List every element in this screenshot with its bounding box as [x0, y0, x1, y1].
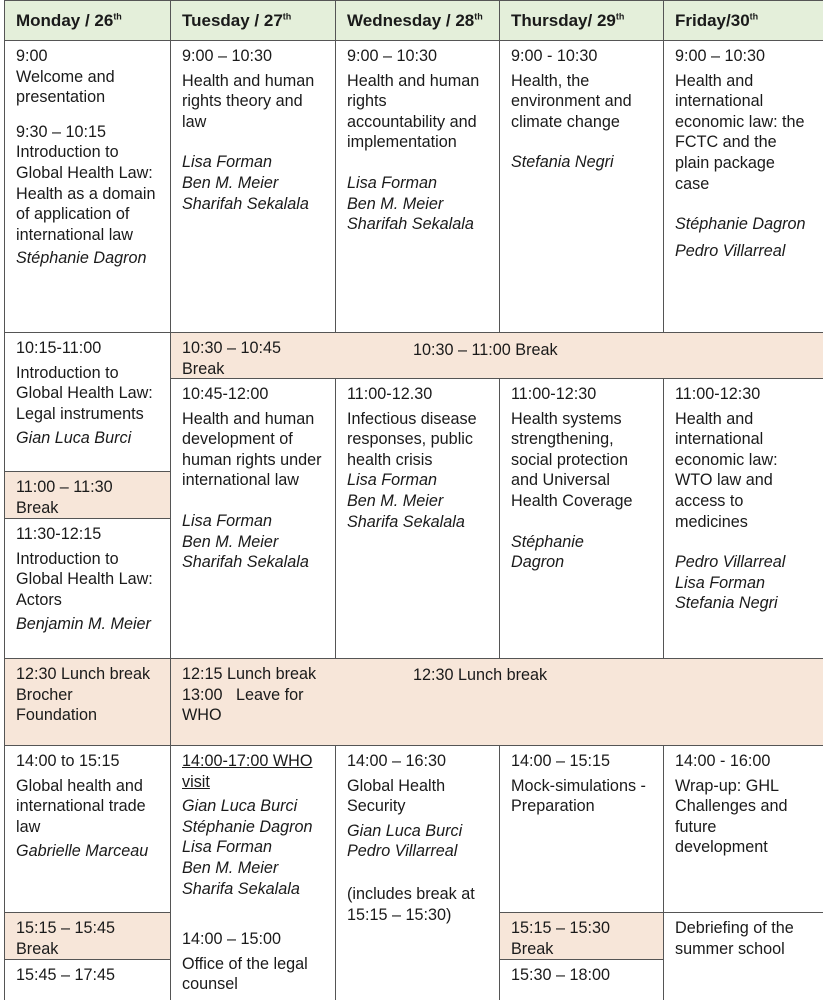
grid-line: [4, 912, 170, 913]
header-friday-label: Friday/30: [675, 11, 750, 30]
header-thursday-sup: th: [615, 11, 625, 22]
wednesday-security-note: (includes break at 15:15 – 15:30): [347, 884, 475, 924]
thursday-late-session: [499, 959, 663, 1000]
monday-legal-speaker: Gian Luca Burci: [16, 429, 132, 448]
tuesday-legal-counsel-time: 14:00 – 15:00: [182, 930, 282, 949]
grid-line: [4, 40, 823, 41]
header-tuesday-sup: th: [282, 11, 292, 22]
thursday-systems-time: 11:00-12:30: [511, 385, 597, 403]
wednesday-morning-speaker: Ben M. Meier: [347, 194, 444, 213]
wednesday-morning-time: 9:00 – 10:30: [347, 47, 438, 65]
tuesday-who-speaker: Sharifa Sekalala: [182, 879, 300, 898]
wednesday-infectious-speaker: Sharifa Sekalala: [347, 512, 465, 531]
thursday-late-time: 15:30 – 18:00: [511, 966, 611, 984]
tuesday-break-label: 10:30 – 10:45 Break: [182, 339, 282, 378]
grid-line: [170, 0, 171, 1000]
wednesday-infectious-title: Infectious disease responses, public health crisis: [347, 409, 477, 469]
header-friday: [663, 0, 823, 40]
grid-line: [4, 518, 170, 519]
wednesday-morning-session: [335, 40, 499, 332]
wednesday-security-session: [335, 745, 499, 1000]
grid-line: [663, 745, 664, 1000]
monday-intro-speaker: Stéphanie Dagron: [16, 249, 147, 268]
monday-break-2-label: 15:15 – 15:45 Break: [16, 919, 116, 958]
thursday-morning-speaker: Stefania Negri: [511, 153, 614, 172]
tuesday-morning-time: 9:00 – 10:30: [182, 47, 273, 65]
monday-actors-session: [4, 518, 170, 658]
grid-line: [4, 332, 823, 333]
grid-line: [4, 658, 823, 659]
friday-morning-speaker: Pedro Villarreal: [675, 241, 786, 260]
grid-line: [4, 0, 823, 1]
tuesday-development-title: Health and human development of human rights under international law: [182, 409, 322, 490]
tuesday-development-speaker: Lisa Forman: [182, 511, 272, 530]
header-thursday-label: Thursday/ 29: [511, 11, 616, 30]
tuesday-legal-counsel-title: Office of the legal counsel: [182, 954, 308, 994]
friday-wto-speaker: Lisa Forman: [675, 573, 765, 592]
monday-morning-session: [4, 40, 170, 332]
thursday-morning-session: [499, 40, 663, 332]
monday-actors-speaker: Benjamin M. Meier: [16, 615, 151, 634]
grid-line: [499, 378, 500, 658]
thursday-mock-time: 14:00 – 15:15: [511, 752, 611, 770]
thursday-mock-session: [499, 745, 663, 912]
tuesday-who-visit-time: 14:00-17:00 WHO visit: [182, 752, 313, 791]
wednesday-morning-speaker: Lisa Forman: [347, 173, 437, 192]
tuesday-development-speaker: Ben M. Meier: [182, 532, 279, 551]
friday-wrapup-time: 14:00 - 16:00: [675, 752, 771, 770]
tuesday-morning-title: Health and human rights theory and law: [182, 71, 315, 131]
tuesday-who-speaker: Stéphanie Dagron: [182, 817, 313, 836]
wednesday-morning-speaker: Sharifah Sekalala: [347, 215, 474, 234]
tuesday-lunch-label: 12:15 Lunch break: [182, 665, 317, 683]
friday-wto-speaker: Stefania Negri: [675, 594, 778, 613]
wednesday-security-speaker: Pedro Villarreal: [347, 842, 458, 861]
friday-morning-speaker: Stéphanie Dagron: [675, 215, 806, 234]
monday-lunch-label: 12:30 Lunch break Brocher Foundation: [16, 665, 151, 725]
thursday-mock-title: Mock-simulations - Preparation: [511, 776, 646, 816]
header-friday-sup: th: [749, 11, 759, 22]
monday-break-2: [4, 912, 170, 959]
monday-intro-time: 9:30 – 10:15: [16, 122, 107, 141]
wed-fri-break-label: 10:30 – 11:00 Break: [413, 341, 558, 359]
grid-line: [4, 471, 170, 472]
grid-line: [4, 0, 5, 1000]
grid-line: [335, 0, 336, 332]
tuesday-break: [170, 332, 335, 378]
friday-wrapup-title: Wrap-up: GHL Challenges and future development: [675, 776, 788, 857]
thursday-systems-speaker: Stéphanie Dagron: [511, 532, 584, 572]
tuesday-lunch: [170, 658, 335, 745]
friday-wrapup-session: [663, 745, 823, 912]
monday-break-1: [4, 471, 170, 518]
monday-welcome-time: 9:00: [16, 47, 48, 65]
grid-line: [499, 959, 663, 960]
tuesday-morning-session: [170, 40, 335, 332]
header-wednesday-label: Wednesday / 28: [347, 11, 475, 30]
wednesday-infectious-speaker: Lisa Forman: [347, 471, 437, 490]
tuesday-leave-label: 13:00 Leave for WHO: [182, 685, 308, 725]
wednesday-infectious-session: [335, 378, 499, 658]
monday-trade-session: [4, 745, 170, 912]
friday-wto-speaker: Pedro Villarreal: [675, 553, 786, 572]
header-thursday: [499, 0, 663, 40]
tuesday-who-speaker: Lisa Forman: [182, 838, 272, 857]
monday-late-session: [4, 959, 170, 1000]
tuesday-morning-speaker: Ben M. Meier: [182, 173, 279, 192]
grid-line: [499, 912, 823, 913]
grid-line: [335, 378, 336, 658]
tuesday-who-speaker: Gian Luca Burci: [182, 797, 298, 816]
tuesday-morning-speaker: Sharifah Sekalala: [182, 194, 309, 213]
friday-wto-time: 11:00-12:30: [675, 385, 761, 403]
tuesday-development-session: [170, 378, 335, 658]
header-wednesday: [335, 0, 499, 40]
thursday-morning-time: 9:00 - 10:30: [511, 47, 598, 65]
monday-actors-time: 11:30-12:15: [16, 525, 102, 543]
tuesday-who-speaker: Ben M. Meier: [182, 858, 279, 877]
grid-line: [663, 378, 664, 658]
thursday-systems-session: [499, 378, 663, 658]
tuesday-who-visit: [170, 745, 335, 1000]
monday-trade-time: 14:00 to 15:15: [16, 752, 120, 770]
friday-wto-session: [663, 378, 823, 658]
thursday-morning-title: Health, the environment and climate change: [511, 71, 632, 131]
wednesday-infectious-time: 11:00-12.30: [347, 385, 433, 403]
tuesday-development-speaker: Sharifah Sekalala: [182, 553, 309, 572]
monday-actors-title: Introduction to Global Health Law: Actors: [16, 549, 153, 609]
monday-break-1-label: 11:00 – 11:30 Break: [16, 478, 113, 517]
header-monday-sup: th: [113, 11, 122, 22]
thursday-break-label: 15:15 – 15:30 Break: [511, 919, 611, 958]
tuesday-development-time: 10:45-12:00: [182, 385, 269, 403]
friday-morning-time: 9:00 – 10:30: [675, 47, 766, 65]
friday-morning-title: Health and international economic law: the FCTC and the plain package case: [675, 71, 805, 193]
grid-line: [499, 745, 500, 1000]
grid-line: [335, 745, 336, 1000]
friday-debriefing: [663, 912, 823, 1000]
monday-intro-title: Introduction to Global Health Law: Health as a domain of application of international law: [16, 143, 156, 244]
wed-fri-break: [335, 332, 823, 378]
header-tuesday-label: Tuesday / 27: [182, 11, 283, 30]
thursday-break: [499, 912, 663, 959]
wednesday-infectious-speaker: Ben M. Meier: [347, 491, 444, 510]
monday-welcome-title: Welcome and presentation: [16, 67, 115, 107]
monday-trade-title: Global health and international trade law: [16, 776, 146, 836]
monday-late-time: 15:45 – 17:45: [16, 966, 116, 984]
friday-debriefing-title: Debriefing of the summer school: [675, 919, 794, 958]
wednesday-security-time: 14:00 – 16:30: [347, 752, 447, 770]
friday-morning-session: [663, 40, 823, 332]
monday-legal-time: 10:15-11:00: [16, 339, 102, 357]
schedule-table: [4, 0, 823, 1000]
header-monday: [4, 0, 170, 40]
wed-fri-lunch: [335, 658, 823, 745]
grid-line: [499, 0, 500, 332]
monday-legal-instruments-session: [4, 332, 170, 471]
grid-line: [4, 959, 170, 960]
monday-legal-title: Introduction to Global Health Law: Legal instruments: [16, 363, 153, 423]
monday-lunch: [4, 658, 170, 745]
header-tuesday: [170, 0, 335, 40]
tuesday-morning-speaker: Lisa Forman: [182, 153, 272, 172]
header-wednesday-sup: th: [474, 11, 483, 22]
friday-wto-title: Health and international economic law: WTO law and access to medicines: [675, 409, 778, 531]
header-monday-label: Monday / 26: [16, 11, 114, 30]
wednesday-morning-title: Health and human rights accountability and implementation: [347, 71, 480, 152]
wednesday-security-title: Global Health Security: [347, 776, 446, 816]
grid-line: [663, 0, 664, 332]
grid-line: [170, 378, 823, 379]
wednesday-security-speaker: Gian Luca Burci: [347, 821, 463, 840]
grid-line: [4, 745, 823, 746]
wed-fri-lunch-label: 12:30 Lunch break: [413, 666, 548, 684]
thursday-systems-title: Health systems strengthening, social protection and Universal Health Coverage: [511, 409, 633, 510]
monday-trade-speaker: Gabrielle Marceau: [16, 842, 149, 861]
